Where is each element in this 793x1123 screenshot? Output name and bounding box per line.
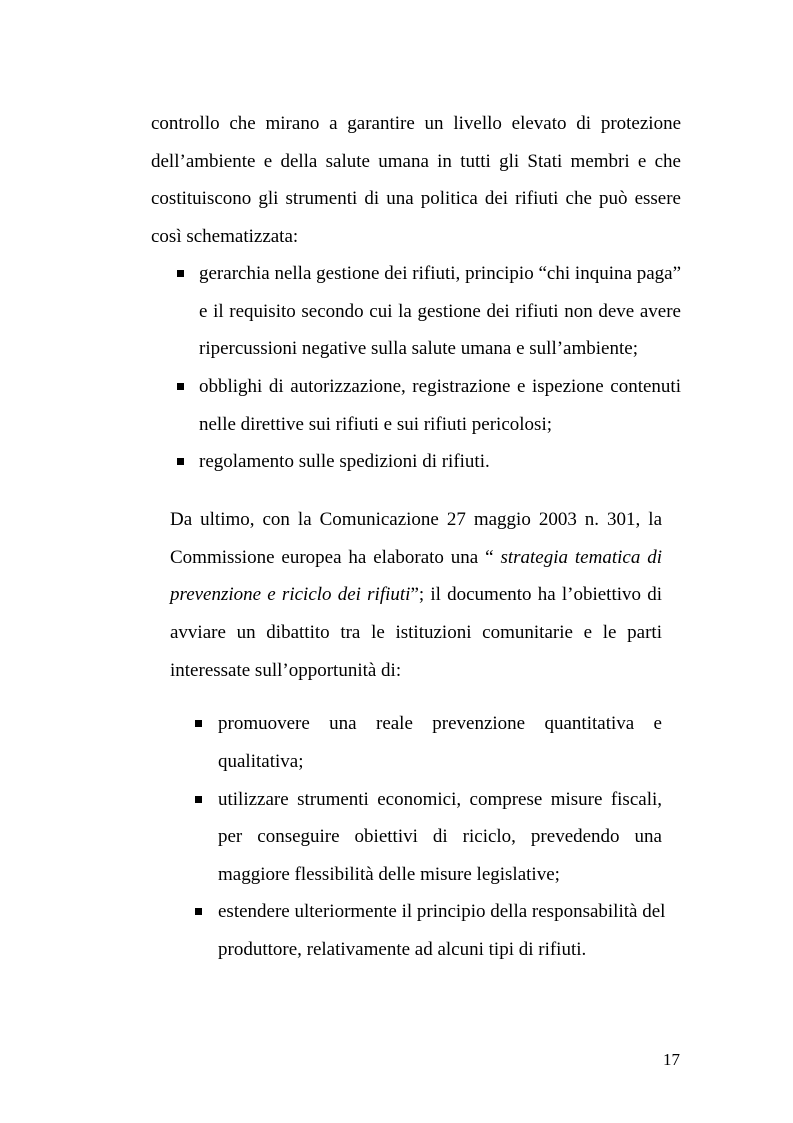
text-line — [170, 546, 662, 570]
text-line: utilizzare strumenti economici, comprese misure fiscali, — [218, 789, 662, 810]
bullet-square-icon — [177, 458, 184, 465]
text-line: interessate sull’opportunità di: — [170, 660, 402, 681]
text-line: regolamento sulle spedizioni di rifiuti. — [199, 451, 490, 472]
text-line: qualitativa; — [218, 751, 304, 772]
text-line: produttore, relativamente ad alcuni tipi di rifiuti. — [218, 939, 587, 960]
text-segment: Commissione europea ha elaborato una “ — [170, 547, 494, 568]
text-line: dell’ambiente e della salute umana in tutti gli Stati membri e che — [151, 151, 681, 172]
bullet-square-icon — [195, 796, 202, 803]
page-number: 17 — [663, 1050, 680, 1069]
bullet-list-2 — [189, 712, 666, 962]
text-line: ripercussioni negative sulla salute umana e sull’ambiente; — [199, 338, 638, 359]
text-line: gerarchia nella gestione dei rifiuti, principio “chi inquina paga” — [199, 263, 681, 284]
text-line — [170, 583, 662, 607]
text-line: obblighi di autorizzazione, registrazione e ispezione contenuti — [199, 376, 681, 397]
text-line: controllo che mirano a garantire un livello elevato di protezione — [151, 113, 681, 134]
bullet-square-icon — [177, 383, 184, 390]
bullet-square-icon — [195, 908, 202, 915]
paragraph-2 — [170, 508, 663, 681]
text-line: avviare un dibattito tra le istituzioni comunitarie e le parti — [170, 622, 662, 643]
text-line: maggiore flessibilità delle misure legislative; — [218, 864, 560, 885]
text-line: promuovere una reale prevenzione quantitativa e — [218, 713, 662, 734]
text-line: nelle direttive sui rifiuti e sui rifiuti pericolosi; — [199, 414, 553, 435]
text-line: Da ultimo, con la Comunicazione 27 maggio 2003 n. 301, la — [170, 509, 662, 530]
text-line: e il requisito secondo cui la gestione dei rifiuti non deve avere — [199, 301, 681, 322]
text-line: per conseguire obiettivi di riciclo, prevedendo una — [218, 826, 662, 847]
text-line: così schematizzata: — [151, 226, 299, 247]
text-line: estendere ulteriormente il principio della responsabilità del — [218, 901, 666, 922]
bullet-square-icon — [177, 270, 184, 277]
italic-phrase: prevenzione e riciclo dei rifiuti — [170, 584, 411, 605]
bullet-list-1 — [170, 262, 681, 482]
italic-phrase: strategia tematica di — [500, 547, 662, 568]
text-segment: ”; il documento ha l’obiettivo di — [410, 584, 663, 605]
bullet-square-icon — [195, 720, 202, 727]
text-line: costituiscono gli strumenti di una politica dei rifiuti che può essere — [151, 188, 681, 209]
intro-paragraph — [151, 112, 681, 262]
